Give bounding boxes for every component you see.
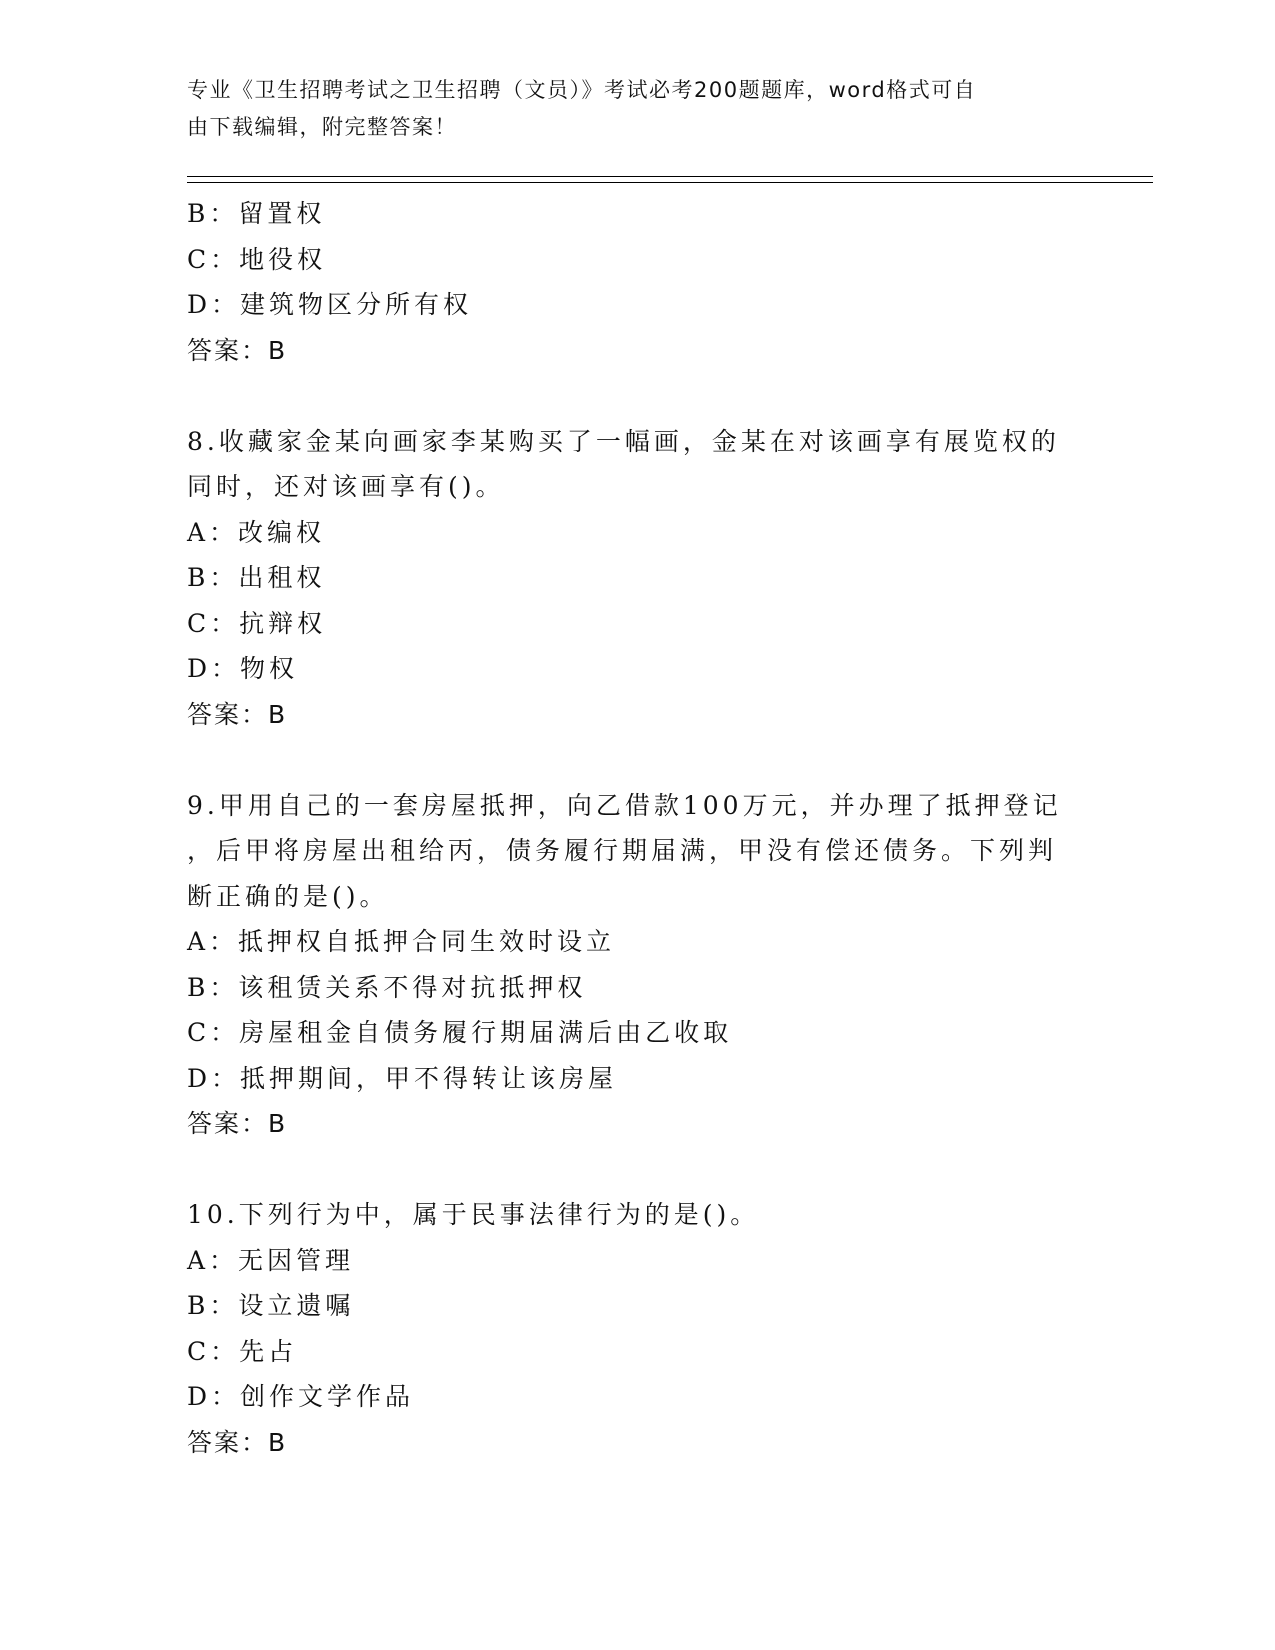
- header-divider-top: [187, 176, 1153, 177]
- option-b: B：设立遗嘱: [187, 1291, 355, 1320]
- prev-question: [187, 191, 1067, 373]
- question-stem-line: 10.下列行为中，属于民事法律行为的是()。: [187, 1200, 760, 1229]
- question-stem-line: 断正确的是()。: [187, 881, 389, 911]
- document-header: [187, 72, 1067, 146]
- option-c: C：房屋租金自债务履行期届满后由乙收取: [187, 1018, 733, 1047]
- answer-line: 答案：B: [187, 1427, 288, 1457]
- option-b: B：出租权: [187, 563, 326, 592]
- option-d: D：物权: [187, 654, 299, 683]
- option-b: B：该租赁关系不得对抗抵押权: [187, 972, 587, 1002]
- question-stem-line: ，后甲将房屋出租给丙，债务履行期届满，甲没有偿还债务。下列判: [187, 836, 1058, 865]
- option-a: A：无因管理: [187, 1245, 355, 1275]
- header-line-2: 由下载编辑，附完整答案！: [187, 115, 457, 139]
- option-a: A：改编权: [187, 517, 326, 547]
- question-8: [187, 419, 1067, 738]
- answer-line: 答案：B: [187, 335, 288, 365]
- question-9: [187, 783, 1067, 1147]
- spacer: [187, 1147, 1067, 1193]
- answer-line: 答案：B: [187, 699, 288, 729]
- question-10: [187, 1192, 1067, 1465]
- option-a: A：抵押权自抵押合同生效时设立: [187, 927, 616, 956]
- option-c: C：抗辩权: [187, 608, 327, 638]
- option-c: C：地役权: [187, 244, 327, 274]
- question-stem-line: 8.收藏家金某向画家李某购买了一幅画，金某在对该画享有展览权的: [187, 426, 1060, 456]
- spacer: [187, 737, 1067, 783]
- header-line-1: 专业《卫生招聘考试之卫生招聘（文员）》考试必考200题题库，word格式可自: [187, 78, 977, 102]
- question-content: [187, 191, 1067, 1465]
- question-stem-line: 同时，还对该画享有()。: [187, 472, 505, 501]
- option-d: D：建筑物区分所有权: [187, 290, 473, 319]
- answer-line: 答案：B: [187, 1109, 288, 1138]
- option-d: D：抵押期间，甲不得转让该房屋: [187, 1063, 618, 1093]
- option-c: C：先占: [187, 1336, 298, 1366]
- question-stem-line: 9.甲用自己的一套房屋抵押，向乙借款100万元，并办理了抵押登记: [187, 790, 1062, 820]
- header-divider-bottom: [187, 182, 1153, 183]
- option-d: D：创作文学作品: [187, 1382, 415, 1411]
- spacer: [187, 373, 1067, 419]
- option-b: B：留置权: [187, 199, 326, 228]
